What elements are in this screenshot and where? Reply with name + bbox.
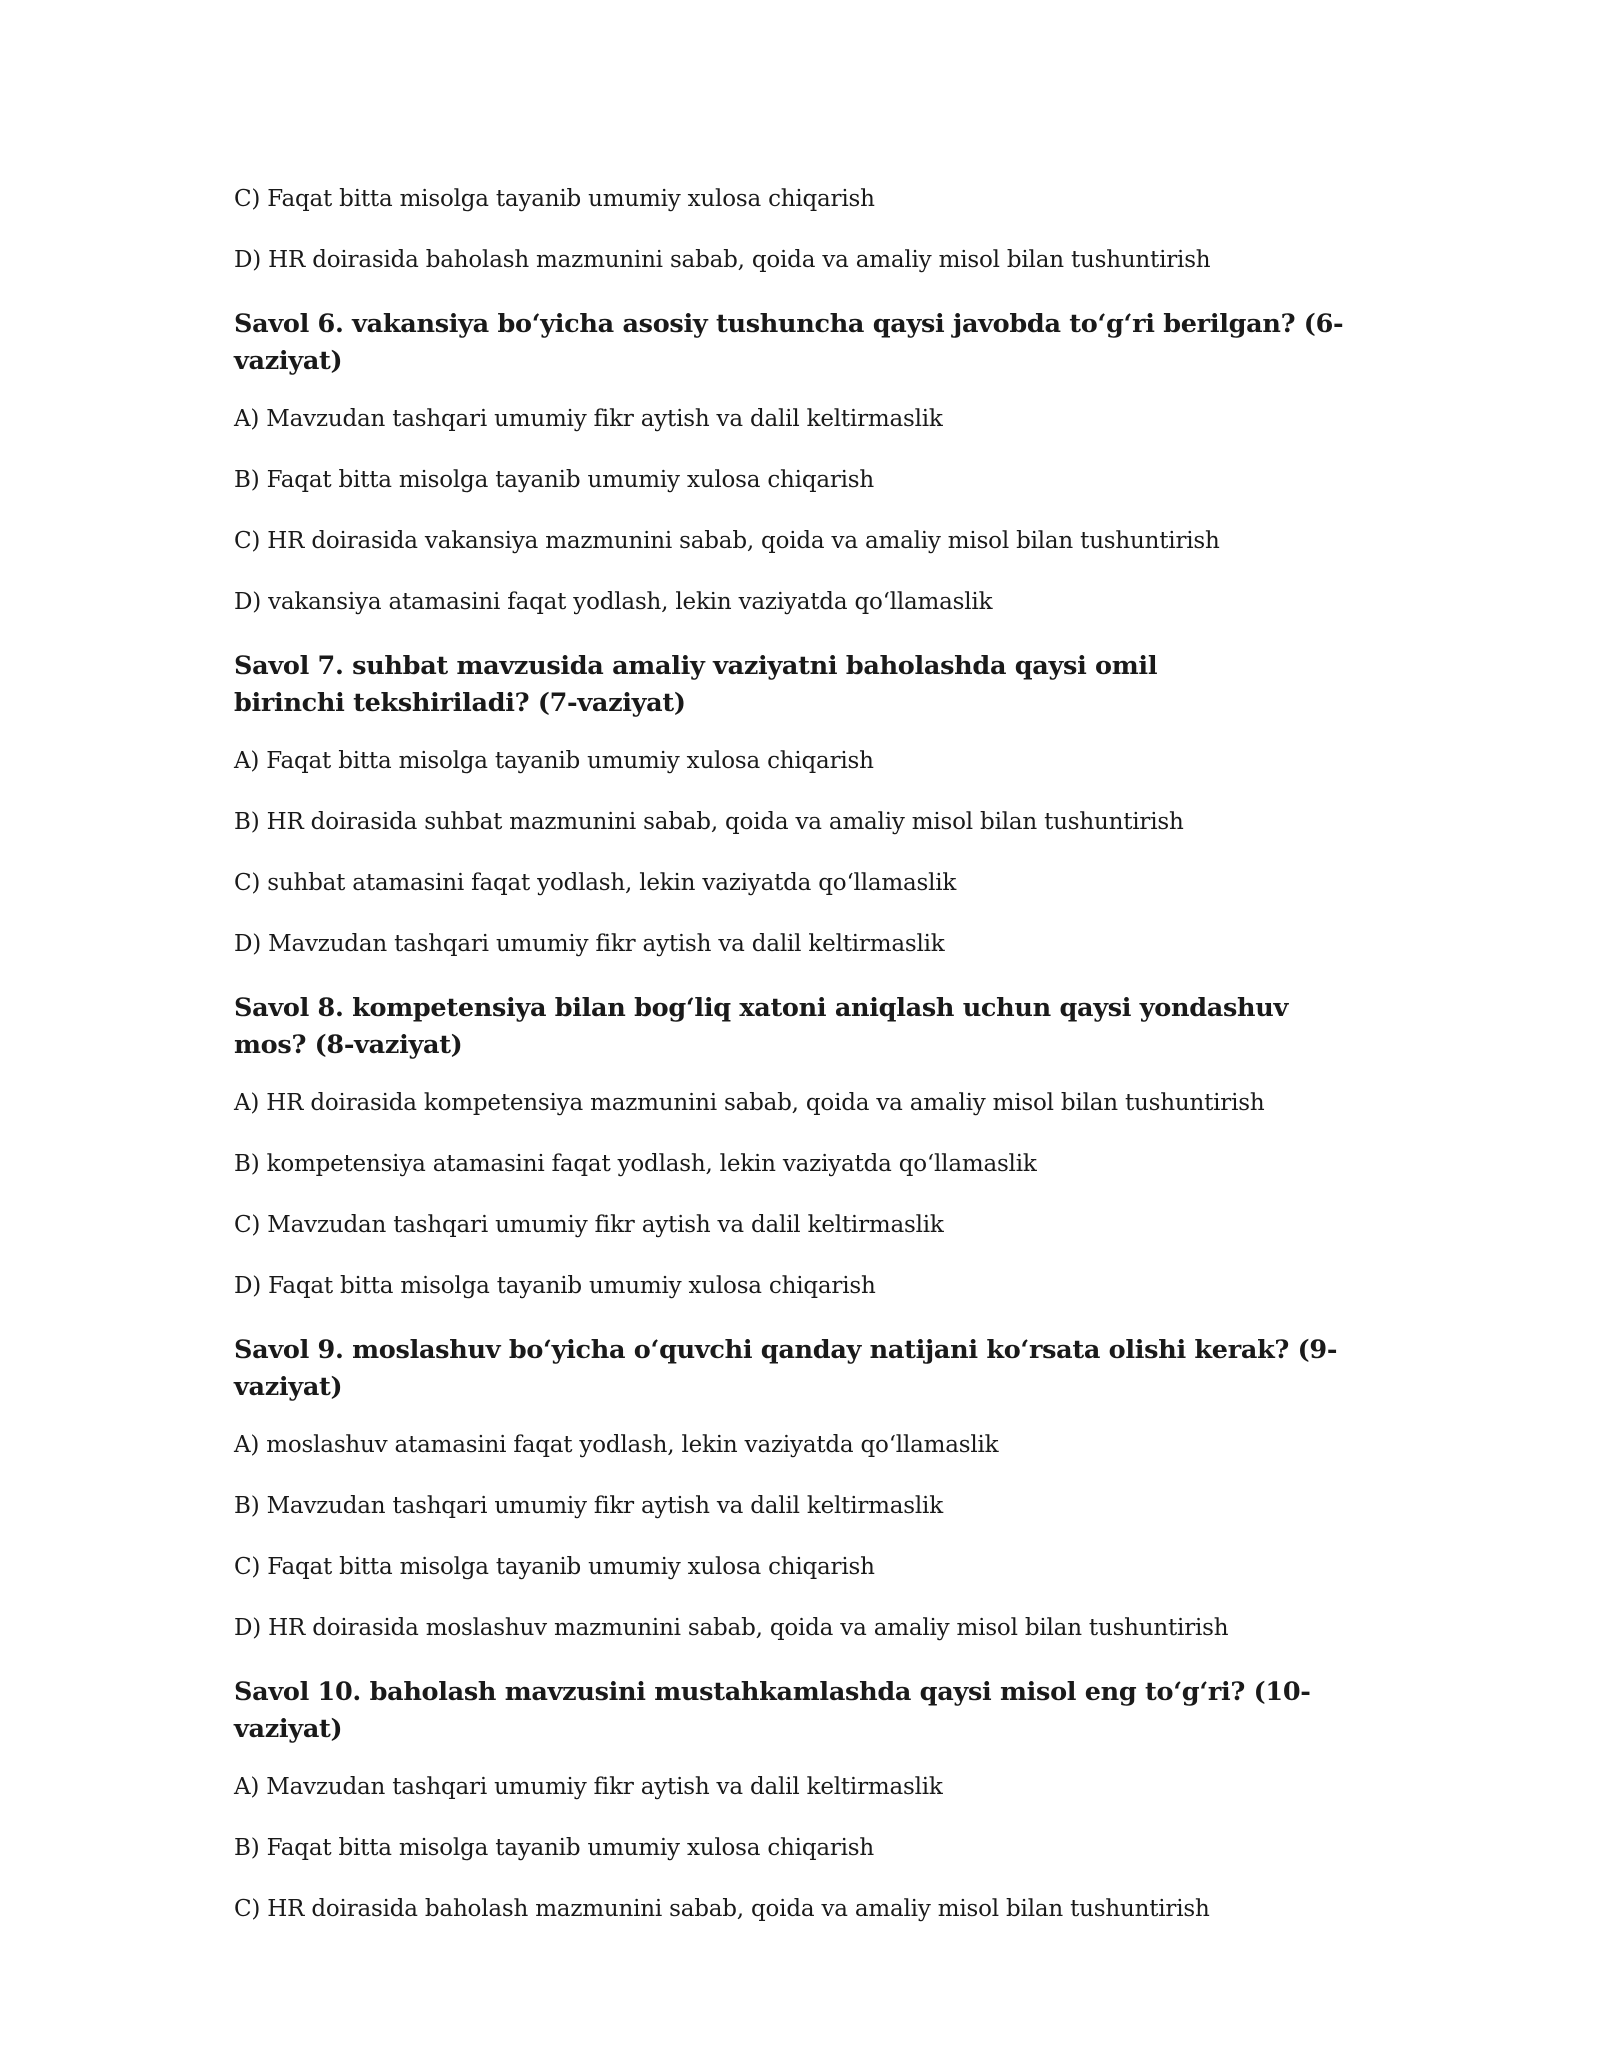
question-title: Savol 10. baholash mavzusini mustahkamlashda qaysi misol eng to‘g‘ri? (10-vaziyat)	[234, 1677, 1311, 1744]
option-b: B) Faqat bitta misolga tayanib umumiy xulosa chiqarish	[234, 467, 875, 493]
option-b: B) HR doirasida suhbat mazmunini sabab, qoida va amaliy misol bilan tushuntirish	[234, 809, 1184, 835]
question-7	[234, 648, 1374, 959]
option-a: A) HR doirasida kompetensiya mazmunini sabab, qoida va amaliy misol bilan tushuntirish	[234, 1090, 1265, 1116]
option-c: C) HR doirasida baholash mazmunini sabab, qoida va amaliy misol bilan tushuntirish	[234, 1896, 1210, 1922]
option-b: B) kompetensiya atamasini faqat yodlash, lekin vaziyatda qo‘llamaslik	[234, 1151, 1037, 1177]
question-10	[234, 1674, 1374, 1924]
question-title: Savol 9. moslashuv bo‘yicha o‘quvchi qanday natijani ko‘rsata olishi kerak? (9-vaziyat)	[234, 1335, 1338, 1402]
question-title: Savol 7. suhbat mavzusida amaliy vaziyatni baholashda qaysi omil birinchi tekshiriladi? (7-vaziyat)	[234, 651, 1158, 718]
option-c: C) Mavzudan tashqari umumiy fikr aytish va dalil keltirmaslik	[234, 1212, 944, 1238]
option-a: A) moslashuv atamasini faqat yodlash, lekin vaziyatda qo‘llamaslik	[234, 1432, 999, 1458]
option-c: C) HR doirasida vakansiya mazmunini sabab, qoida va amaliy misol bilan tushuntirish	[234, 528, 1220, 554]
option-c: C) suhbat atamasini faqat yodlash, lekin vaziyatda qo‘llamaslik	[234, 870, 957, 896]
option-a: A) Mavzudan tashqari umumiy fikr aytish va dalil keltirmaslik	[234, 406, 943, 432]
question-8	[234, 990, 1374, 1301]
lead-options	[234, 184, 1374, 275]
option-d: D) Mavzudan tashqari umumiy fikr aytish va dalil keltirmaslik	[234, 931, 945, 957]
question-title: Savol 8. kompetensiya bilan bog‘liq xatoni aniqlash uchun qaysi yondashuv mos? (8-vaziyat)	[234, 993, 1289, 1060]
option-c: C) Faqat bitta misolga tayanib umumiy xulosa chiqarish	[234, 186, 875, 212]
option-d: D) Faqat bitta misolga tayanib umumiy xulosa chiqarish	[234, 1273, 876, 1299]
option-b: B) Faqat bitta misolga tayanib umumiy xulosa chiqarish	[234, 1835, 875, 1861]
option-c: C) Faqat bitta misolga tayanib umumiy xulosa chiqarish	[234, 1554, 875, 1580]
option-b: B) Mavzudan tashqari umumiy fikr aytish va dalil keltirmaslik	[234, 1493, 943, 1519]
option-d: D) HR doirasida baholash mazmunini sabab, qoida va amaliy misol bilan tushuntirish	[234, 247, 1211, 273]
question-9	[234, 1332, 1374, 1643]
question-6	[234, 306, 1374, 617]
question-title: Savol 6. vakansiya bo‘yicha asosiy tushuncha qaysi javobda to‘g‘ri berilgan? (6-vaziyat)	[234, 309, 1344, 376]
option-d: D) vakansiya atamasini faqat yodlash, lekin vaziyatda qo‘llamaslik	[234, 589, 993, 615]
option-d: D) HR doirasida moslashuv mazmunini sabab, qoida va amaliy misol bilan tushuntirish	[234, 1615, 1229, 1641]
option-a: A) Mavzudan tashqari umumiy fikr aytish va dalil keltirmaslik	[234, 1774, 943, 1800]
document-page	[234, 184, 1374, 1955]
option-a: A) Faqat bitta misolga tayanib umumiy xulosa chiqarish	[234, 748, 874, 774]
